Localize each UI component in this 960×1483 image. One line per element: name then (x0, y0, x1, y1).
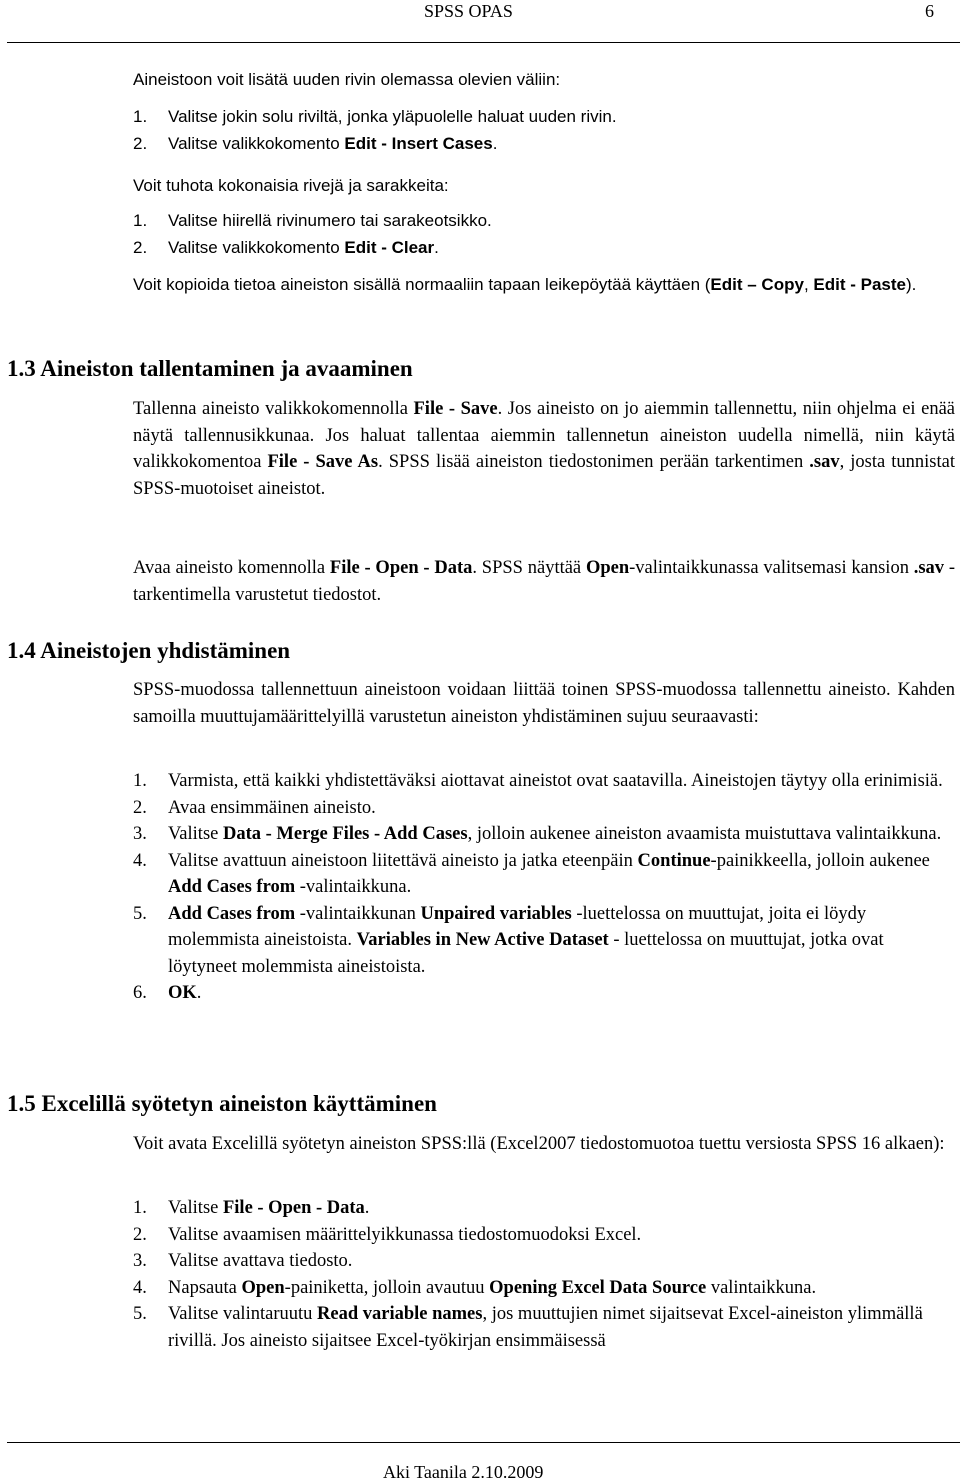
list-item: 2. Avaa ensimmäinen aineisto. (133, 797, 376, 818)
header-title: SPSS OPAS (424, 1, 513, 21)
list-item: 3. Valitse Data - Merge Files - Add Cases, jolloin aukenee aineiston avaamista muistuttava valintaikkuna. (133, 824, 942, 844)
delete-rows-intro: Voit tuhota kokonaisia rivejä ja sarakkeita: (133, 176, 449, 195)
list-item: 2. Valitse valikkokomento Edit - Insert Cases. (133, 133, 498, 153)
list-item: 5. Add Cases from -valintaikkunan Unpaired variables -luettelossa on muuttujat, joita ei löydy molemmista aineistoista. Variables in New Active Dataset - luettelossa on muuttujat, jotka ovat löytyneet molemmista aineistoista. (133, 903, 884, 977)
merge-intro: SPSS-muodossa tallennettuun aineistoon voidaan liittää toinen SPSS-muodossa tallennettu aineisto. Kahden samoilla muuttujamäärittelyillä varustetun aineiston yhdistäminen sujuu seuraavasti: (133, 680, 955, 727)
list-item: 4. Valitse avattuun aineistoon liitettävä aineisto ja jatka eteenpäin Continue-painikkeella, jolloin aukenee Add Cases from -valintaikkuna. (133, 850, 930, 897)
section-1-3-title: 1.3 Aineiston tallentaminen ja avaaminen (7, 356, 413, 381)
list-item: 4. Napsauta Open-painiketta, jolloin avautuu Opening Excel Data Source valintaikkuna. (133, 1277, 817, 1298)
delete-rows-steps (133, 208, 955, 261)
list-item: 1. Valitse File - Open - Data. (133, 1198, 370, 1218)
page-header (0, 0, 960, 24)
list-item: 1. Valitse jokin solu riviltä, jonka yläpuolelle haluat uuden rivin. (133, 107, 617, 126)
page-number: 6 (925, 1, 934, 21)
list-item: 3. Valitse avattava tiedosto. (133, 1251, 353, 1271)
open-paragraph: Avaa aineisto komennolla File - Open - Data. SPSS näyttää Open-valintaikkunassa valitsemasi kansion .sav -tarkentimella varustetut tiedostot. (133, 558, 956, 605)
header-rule (7, 42, 960, 43)
section-1-4-title: 1.4 Aineistojen yhdistäminen (7, 638, 291, 663)
list-item: 1. Valitse hiirellä rivinumero tai sarakeotsikko. (133, 211, 492, 230)
list-item: 1. Varmista, että kaikki yhdistettäväksi aiottavat aineistot ovat saatavilla. Aineistojen täytyy olla erinimisiä. (133, 771, 943, 791)
insert-rows-intro: Aineistoon voit lisätä uuden rivin olemassa olevien väliin: (133, 70, 561, 89)
footer-rule (7, 1442, 960, 1443)
save-paragraph: Tallenna aineisto valikkokomennolla File - Save. Jos aineisto on jo aiemmin tallennettu, niin ohjelma ei enää näytä tallennusikkunaa. Jos haluat tallentaa aiemmin tallennetun aineiston uudella nimellä, niin käytä valikkokomentoa File - Save As. SPSS lisää aineiston tiedostonimen perään tarkentimen .sav, josta tunnistat SPSS-muotoiset aineistot. (133, 399, 956, 499)
merge-steps (133, 768, 955, 1007)
footer-text: Aki Taanila 2.10.2009 (383, 1462, 544, 1482)
list-item: 2. Valitse avaamisen määrittelyikkunassa tiedostomuodoksi Excel. (133, 1224, 642, 1245)
insert-rows-steps (133, 104, 955, 157)
copy-paragraph: Voit kopioida tietoa aineiston sisällä normaaliin tapaan leikepöytää käyttäen (Edit – Copy, Edit - Paste). (133, 275, 917, 294)
list-item: 2. Valitse valikkokomento Edit - Clear. (133, 237, 439, 257)
list-item: 5. Valitse valintaruutu Read variable names, jos muuttujien nimet sijaitsevat Excel-aineiston ylimmällä rivillä. Jos aineisto sijaitsee Excel-työkirjan ensimmäisessä (133, 1304, 923, 1351)
section-1-5-title: 1.5 Excelillä syötetyn aineiston käyttäminen (7, 1091, 437, 1116)
excel-steps (133, 1195, 955, 1354)
list-item: 6. OK. (133, 983, 202, 1003)
excel-intro: Voit avata Excelillä syötetyn aineiston SPSS:llä (Excel2007 tiedostomuotoa tuettu versiosta SPSS 16 alkaen): (133, 1134, 945, 1154)
